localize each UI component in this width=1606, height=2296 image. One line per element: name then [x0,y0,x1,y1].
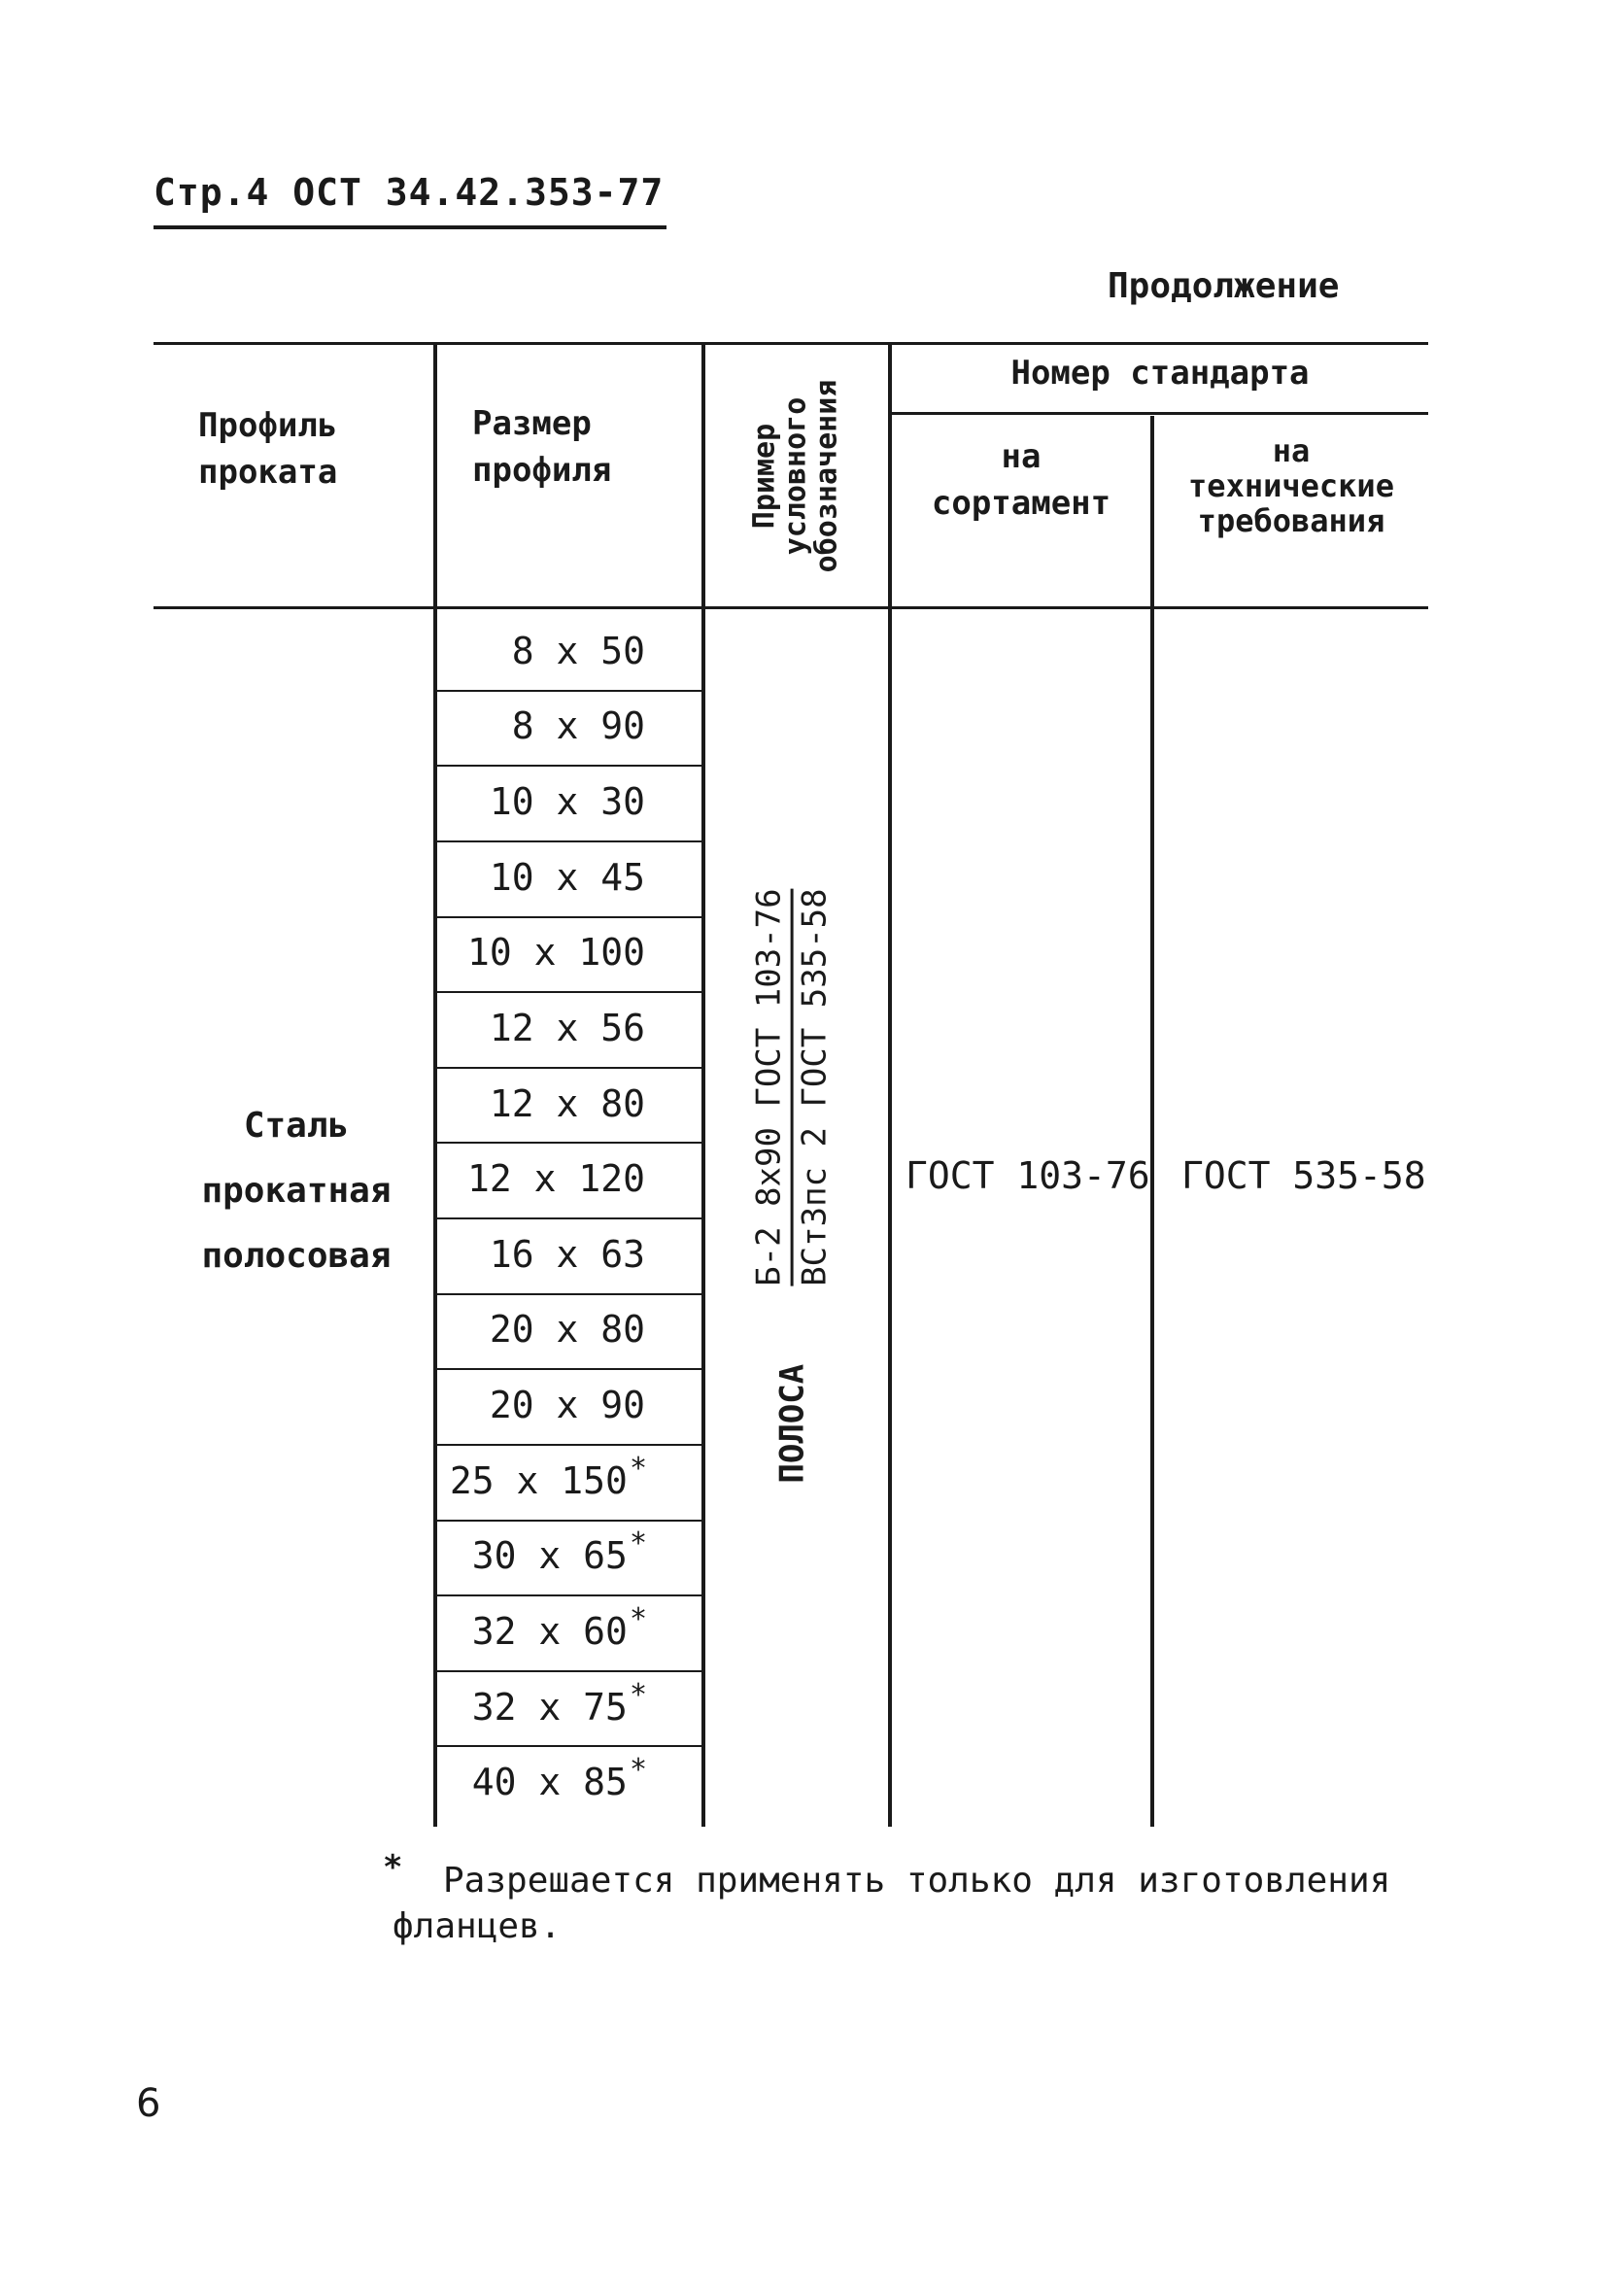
size-row-divider [437,991,701,993]
size-value: 8 x 50 [511,629,645,672]
footnote-reference-mark: * [629,1526,647,1561]
example-numerator: Б-2 8x90 ГОСТ 103-76 [750,888,794,1285]
size-cell [437,931,647,974]
size-value: 12 x 80 [489,1081,645,1125]
size-row-divider [437,1293,701,1295]
size-row-divider [437,765,701,767]
header-assortment-line1: на [1001,437,1042,476]
page-number: 6 [136,2081,161,2126]
size-value: 25 x 150 [449,1458,628,1502]
size-row-divider [437,1067,701,1069]
size-cell [437,1007,647,1049]
column-divider-4 [1150,416,1154,1827]
size-value: 20 x 80 [489,1308,645,1352]
size-value: 40 x 85 [471,1761,628,1804]
footnote-reference-mark: * [629,1601,647,1636]
footnote-line2: фланцев. [393,1906,562,1946]
header-size [472,400,611,494]
example-designation [719,865,865,1506]
size-cell [437,630,647,672]
technical-standard: ГОСТ 535-58 [1181,1154,1426,1197]
profile-name-line1: Сталь [243,1106,350,1146]
size-cell [437,1753,647,1804]
example-fraction [750,888,835,1285]
size-value: 16 x 63 [489,1232,645,1276]
size-row-divider [437,916,701,918]
example-denominator: ВСт3пс 2 ГОСТ 535-58 [795,887,835,1286]
assortment-standard: ГОСТ 103-76 [906,1154,1150,1197]
size-value: 20 x 90 [489,1384,645,1427]
footnote-reference-mark: * [629,1753,647,1788]
size-value: 10 x 100 [466,931,645,975]
size-value: 30 x 65 [471,1534,628,1578]
size-value: 10 x 30 [489,780,645,824]
profile-name-line3: полосовая [201,1236,392,1276]
size-row-divider [437,1594,701,1596]
size-cell [437,1157,647,1200]
size-value: 10 x 45 [489,855,645,899]
header-underline [154,225,666,229]
size-cell [437,1082,647,1125]
header-assortment [892,433,1150,527]
column-divider-3 [888,342,892,1827]
example-label: ПОЛОСА [772,1363,812,1484]
footnote-reference-mark: * [629,1677,647,1712]
size-value: 32 x 75 [471,1685,628,1729]
header-profile-line2: проката [198,453,338,492]
table-top-rule [154,342,1428,345]
header-technical-line2: технические [1188,467,1394,504]
header-example-line3: обозначения [809,379,843,573]
size-row-divider [437,1520,701,1522]
header-profile [198,402,337,496]
size-row-divider [437,1217,701,1219]
size-cell [437,1601,647,1653]
header-standard-number: Номер стандарта [1010,354,1310,393]
size-value: 12 x 56 [489,1006,645,1049]
header-example-line2: условного [778,396,812,556]
header-size-line2: профиля [472,451,612,490]
size-row-divider [437,690,701,692]
size-value: 8 x 90 [511,704,645,748]
header-technical-line3: требования [1197,502,1385,539]
header-profile-line1: Профиль [198,406,338,445]
size-row-divider [437,1444,701,1446]
size-row-divider [437,840,701,842]
standard-number-rule [892,412,1428,415]
size-row-divider [437,1670,701,1672]
profile-name-line2: прокатная [201,1171,392,1211]
size-cell [437,1677,647,1729]
table-header-bottom-rule [154,606,1428,609]
size-cell [437,1384,647,1426]
size-row-divider [437,1142,701,1144]
footnote-line1: Разрешается применять только для изготовления [443,1861,1391,1901]
header-technical-line1: на [1272,432,1311,469]
size-cell [437,1308,647,1351]
continuation-label: Продолжение [1108,266,1340,306]
footnote-reference-mark: * [629,1451,647,1486]
size-value: 32 x 60 [471,1609,628,1653]
header-technical [1154,433,1428,538]
size-cell [437,780,647,823]
size-cell [437,1233,647,1276]
size-row-divider [437,1745,701,1747]
profile-name [155,1093,437,1288]
header-size-line1: Размер [472,404,592,443]
size-row-divider [437,1368,701,1370]
size-cell [437,1526,647,1578]
footnote-mark: * [383,1848,403,1887]
size-cell [437,704,647,747]
header-example [705,346,886,606]
size-cell [437,1451,647,1502]
size-value: 12 x 120 [466,1157,645,1201]
page-header-title: Стр.4 ОСТ 34.42.353-77 [154,171,665,214]
header-example-line1: Пример [747,423,781,530]
header-assortment-line2: сортамент [931,484,1111,523]
size-cell [437,856,647,899]
